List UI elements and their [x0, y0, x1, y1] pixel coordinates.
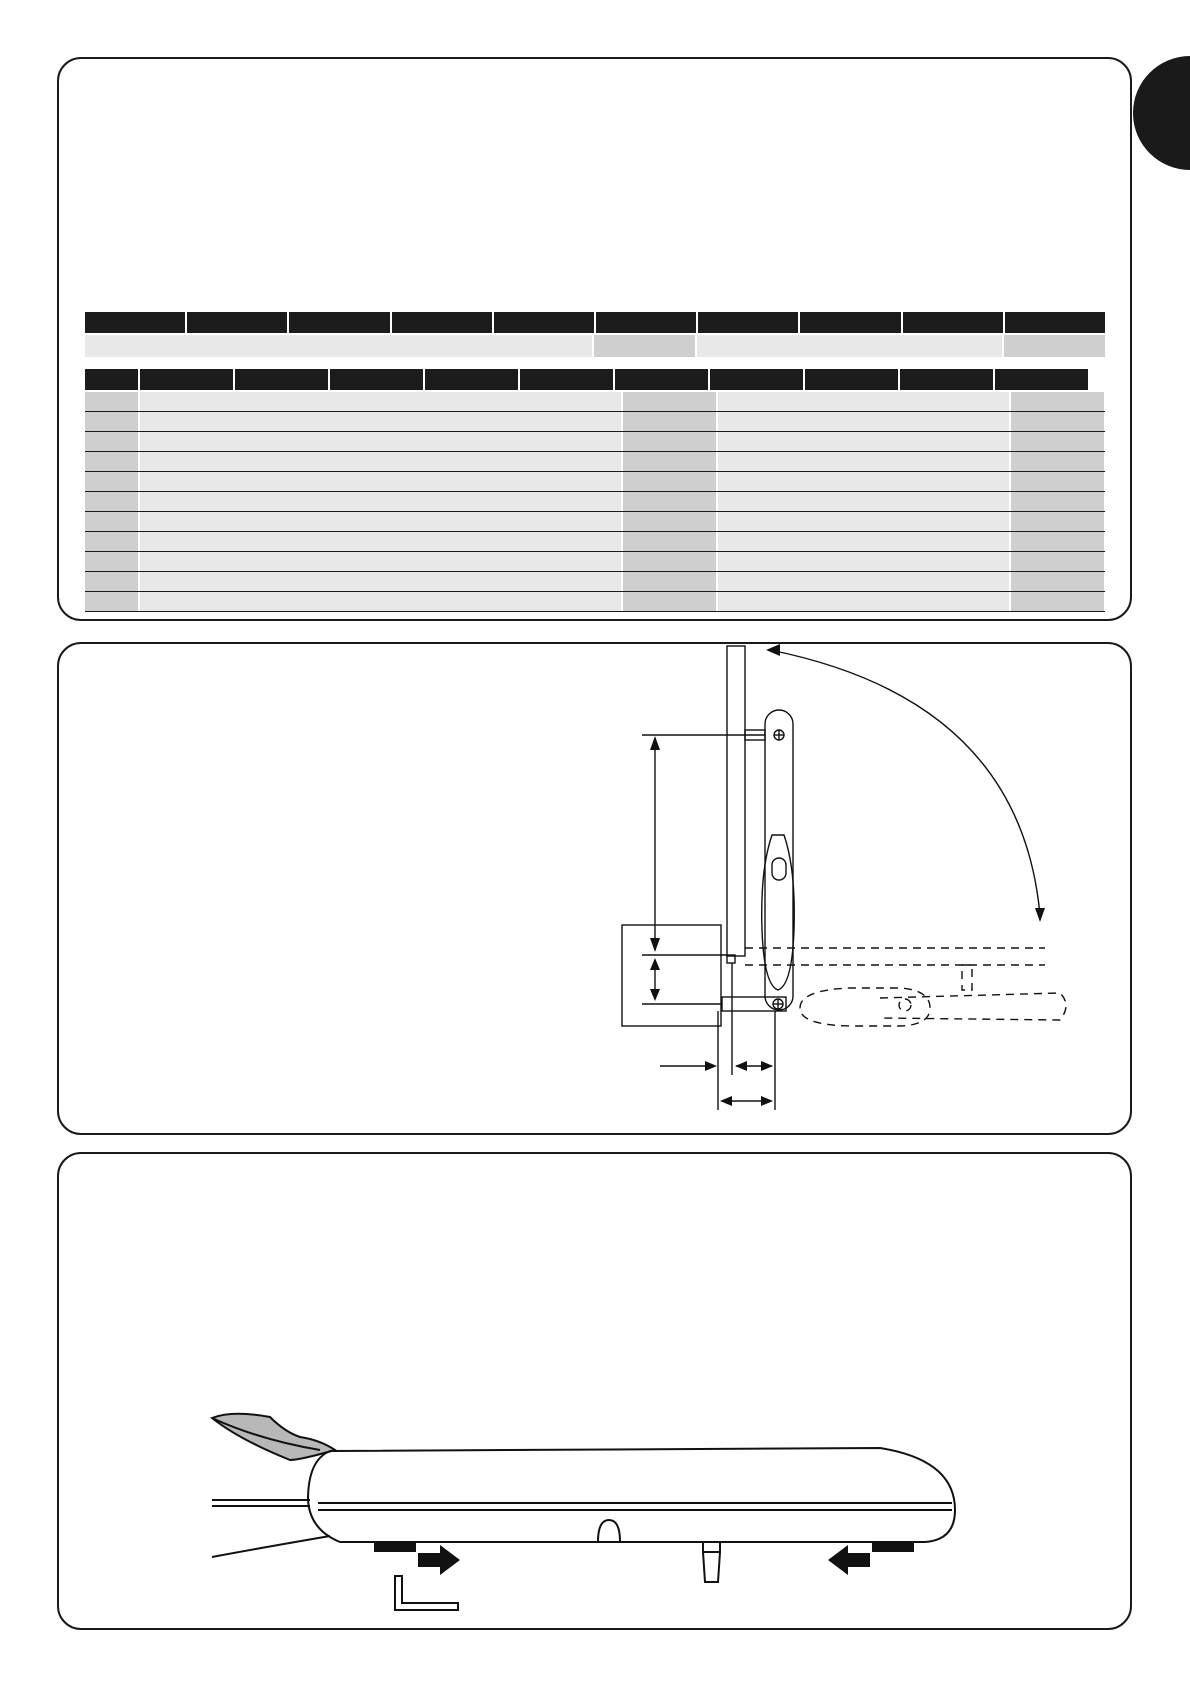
motion-arc [770, 650, 1040, 915]
release-notch [598, 1520, 620, 1542]
release-arrow-right [418, 1545, 460, 1575]
foot-left [375, 1542, 415, 1551]
foot-right [873, 1542, 913, 1551]
release-arrow-left [828, 1545, 870, 1575]
pillar [622, 925, 721, 1026]
pivot-slot [772, 858, 786, 880]
allen-key-icon [395, 1576, 458, 1610]
output-shaft [703, 1542, 720, 1552]
installation-diagram [622, 644, 1066, 1110]
hand-fingers [212, 1414, 335, 1460]
release-diagram [212, 1414, 955, 1610]
arc-arrowhead-bottom [1035, 908, 1045, 922]
door-leaf-open [727, 646, 745, 956]
hand-bottom [212, 1536, 330, 1557]
operator-body [308, 1448, 955, 1542]
output-shaft-lower [703, 1552, 720, 1582]
arc-arrowhead-top [766, 644, 780, 656]
